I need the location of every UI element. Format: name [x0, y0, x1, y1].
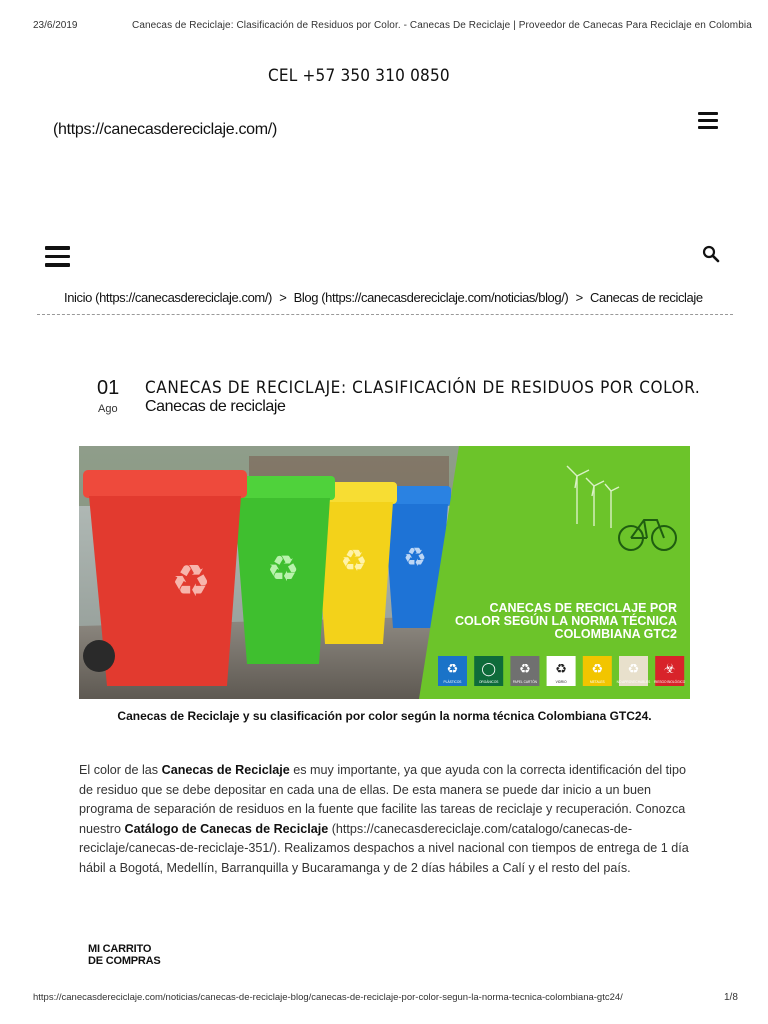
body-text: es muy importante, ya que ayuda con la correcta identificación del tipo de residuo que se debe depositar en cada una de ellas. De esta manera se puede dar inicio a un buen programa de separación de residuos en la fuente que facilite las tareas de reciclaje y recuperación. Conozca nuestro: [79, 763, 686, 836]
cart-line1: MI CARRITO: [88, 943, 152, 955]
svg-text:♻: ♻: [340, 544, 368, 579]
waste-category-label: RIESGO BIOLÓGICO: [654, 680, 686, 684]
post-day: 01: [97, 377, 120, 399]
waste-category-label: NO APROVECHABLES: [616, 680, 651, 684]
body-text: (https://canecasdereciclaje.com/catalogo/canecas-de-reciclaje/canecas-de-reciclaje-351/). Realizamos despachos a nivel nacional con tiempos de entrega de 1 día hábil a Bogotá, Medellín, Barranquilla y Bucaramanga y de 2 días hábiles a Calí y el resto del país.: [79, 821, 689, 875]
breadcrumb-separator: >: [575, 290, 583, 305]
hero-text-line1: CANECAS DE RECICLAJE POR: [489, 601, 677, 615]
post-body: [79, 761, 694, 878]
post-title: CANECAS DE RECICLAJE: CLASIFICACIÓN DE RESIDUOS POR COLOR.: [145, 378, 701, 398]
breadcrumb-separator: >: [279, 290, 287, 305]
post-month: Ago: [98, 403, 118, 415]
waste-category-icon: [510, 656, 539, 686]
nav-menu-icon[interactable]: [45, 246, 70, 272]
svg-text:♻: ♻: [627, 662, 640, 677]
waste-category-label: PLÁSTICOS: [443, 680, 462, 684]
svg-text:♻: ♻: [266, 549, 300, 590]
waste-category-icon: [654, 656, 686, 686]
waste-category-icon: [438, 656, 467, 686]
print-title: Canecas de Reciclaje: Clasificación de Residuos por Color. - Canecas De Reciclaje | Proveedor de Canecas Para Reciclaje en Colombia: [132, 20, 752, 31]
red-bin: [83, 470, 247, 686]
divider: [37, 314, 733, 315]
waste-category-icon: [617, 656, 651, 686]
header-phone[interactable]: CEL +57 350 310 0850: [268, 66, 450, 86]
search-icon[interactable]: [702, 245, 720, 263]
green-bin: [229, 476, 335, 664]
waste-category-icon: [547, 656, 576, 686]
body-bold-link[interactable]: Canecas de Reciclaje: [161, 763, 290, 777]
print-date: 23/6/2019: [33, 20, 78, 31]
svg-text:♻: ♻: [591, 662, 604, 677]
svg-text:♻: ♻: [171, 556, 211, 607]
svg-text:♻: ♻: [519, 662, 531, 677]
waste-category-label: PAPEL CARTÓN: [512, 680, 538, 684]
home-link[interactable]: (https://canecasdereciclaje.com/): [53, 121, 277, 138]
waste-category-label: VIDRIO: [555, 680, 567, 684]
print-page-number: 1/8: [724, 992, 738, 1003]
body-text: El color de las: [79, 763, 162, 777]
waste-category-label: ORGÁNICOS: [478, 680, 499, 684]
menu-icon[interactable]: [698, 112, 718, 133]
waste-category-icon: [474, 656, 503, 686]
hero-text-line2: COLOR SEGÚN LA NORMA TÉCNICA: [455, 614, 677, 628]
post-category[interactable]: Canecas de reciclaje: [145, 398, 286, 415]
breadcrumb: [64, 290, 703, 305]
hero-text-line3: COLOMBIANA GTC2: [554, 627, 677, 641]
svg-text:♻: ♻: [446, 662, 459, 677]
breadcrumb-home[interactable]: Inicio (https://canecasdereciclaje.com/): [64, 290, 272, 305]
svg-text:☣: ☣: [663, 662, 676, 677]
cart-line2: DE COMPRAS: [88, 955, 161, 967]
print-url: https://canecasdereciclaje.com/noticias/canecas-de-reciclaje-blog/canecas-de-reciclaje-por-color-segun-la-norma-tecnica-colombiana-gtc24/: [33, 992, 623, 1003]
breadcrumb-blog[interactable]: Blog (https://canecasdereciclaje.com/noticias/blog/): [293, 290, 569, 305]
svg-text:◯: ◯: [481, 662, 496, 677]
waste-category-icon: [583, 656, 612, 686]
breadcrumb-current: Canecas de reciclaje: [590, 290, 703, 305]
cart-label[interactable]: [88, 943, 161, 967]
catalog-link[interactable]: Catálogo de Canecas de Reciclaje: [124, 821, 329, 836]
image-caption: Canecas de Reciclaje y su clasificación por color según la norma técnica Colombiana GTC24.: [117, 709, 652, 723]
svg-text:♻: ♻: [403, 543, 427, 573]
waste-category-label: METALES: [589, 680, 605, 684]
hero-image: [79, 446, 690, 699]
svg-text:♻: ♻: [555, 662, 567, 677]
